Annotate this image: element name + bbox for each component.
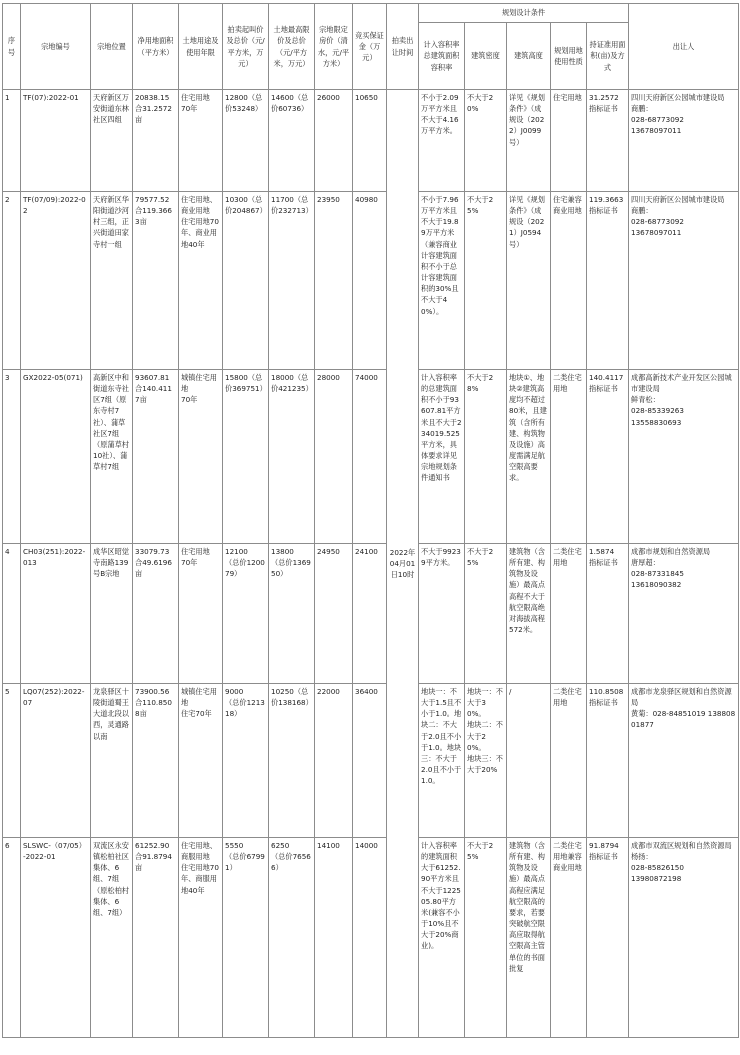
cell-density: 不大于25% <box>465 192 507 370</box>
cell-area: 73900.56 合110.8508亩 <box>133 684 179 838</box>
header-planning: 规划设计条件 <box>419 4 629 23</box>
cell-house-price: 23950 <box>315 192 353 370</box>
cell-code: GX2022-05(071) <box>21 370 91 544</box>
cell-seq: 3 <box>3 370 21 544</box>
header-cert: 持证准用面积(亩)及方式 <box>587 23 629 90</box>
cell-use: 住宅用地、商服用地 住宅用地70年、商服用地40年 <box>179 838 223 1038</box>
cell-auction-time: 2022年04月01日10时 <box>387 90 419 1038</box>
cell-cert: 110.8508 指标证书 <box>587 684 629 838</box>
cell-plan-use: 二类住宅用地 <box>551 370 587 544</box>
table-row <box>3 90 739 192</box>
cell-density: 不大于25% <box>465 544 507 684</box>
cell-density: 不大于20% <box>465 90 507 192</box>
cell-cert: 140.4117 指标证书 <box>587 370 629 544</box>
cell-house-price: 24950 <box>315 544 353 684</box>
cell-seller: 成都市规划和自然资源局 唐厚超： 028-87331845 13618090382 <box>629 544 739 684</box>
table-row <box>3 192 739 370</box>
header-location: 宗地位置 <box>91 4 133 90</box>
cell-house-price: 28000 <box>315 370 353 544</box>
cell-seq: 6 <box>3 838 21 1038</box>
cell-location: 天府新区万安街道东林社区四组 <box>91 90 133 192</box>
cell-far: 不小于2.09万平方米且不大于4.16万平方米。 <box>419 90 465 192</box>
cell-use: 住宅用地 70年 <box>179 90 223 192</box>
cell-area: 61252.90 合91.8794亩 <box>133 838 179 1038</box>
cell-area: 20838.15 合31.2572亩 <box>133 90 179 192</box>
cell-house-price: 14100 <box>315 838 353 1038</box>
cell-seq: 5 <box>3 684 21 838</box>
cell-height: 详见《规划条件》（成规设（2021）J0594号） <box>507 192 551 370</box>
cell-plan-use: 二类住宅用地 <box>551 544 587 684</box>
table-row <box>3 684 739 838</box>
header-code: 宗地编号 <box>21 4 91 90</box>
cell-start-price: 12800（总价53248） <box>223 90 269 192</box>
header-density: 建筑密度 <box>465 23 507 90</box>
cell-location: 天府新区华阳街道沙河村三组，正兴街道田家寺村一组 <box>91 192 133 370</box>
cell-start-price: 5550 （总价67991） <box>223 838 269 1038</box>
cell-code: CH03(251):2022-013 <box>21 544 91 684</box>
cell-seq: 4 <box>3 544 21 684</box>
cell-far: 地块一：不大于1.5且不小于1.0。地块二：不大于2.0且不小于1.0。地块三：不大于2.0且不小于1.0。 <box>419 684 465 838</box>
cell-deposit: 10650 <box>353 90 387 192</box>
header-plan-use: 规划用地使用性质 <box>551 23 587 90</box>
cell-height: / <box>507 684 551 838</box>
cell-use: 城镇住宅用地 住宅70年 <box>179 684 223 838</box>
cell-code: LQ07(252):2022-07 <box>21 684 91 838</box>
cell-code: TF(07):2022-01 <box>21 90 91 192</box>
cell-seq: 1 <box>3 90 21 192</box>
cell-max-price: 18000（总价421235） <box>269 370 315 544</box>
cell-area: 79577.52 合119.3663亩 <box>133 192 179 370</box>
cell-height: 地块①、地块②建筑高度均不超过80米，且建筑（含所有建、构筑物及设施）高度需满足航空限高要求。 <box>507 370 551 544</box>
cell-height: 建筑物（含所有建、构筑物及设施）最高点高程应满足航空限高的要求，若要突破航空限高应取得航空限高主管单位的书面批复 <box>507 838 551 1038</box>
cell-plan-use: 二类住宅用地兼容商业用地 <box>551 838 587 1038</box>
cell-seller: 成都高新技术产业开发区公园城市建设局 鲜青松： 028-85339263 13558830693 <box>629 370 739 544</box>
cell-location: 龙泉驿区十陵街道蜀王大道北段以西，灵通路以南 <box>91 684 133 838</box>
cell-start-price: 9000 （总价121318） <box>223 684 269 838</box>
cell-max-price: 6250 （总价76566） <box>269 838 315 1038</box>
header-house-price: 宗地限定房价（清水，元/平方米） <box>315 4 353 90</box>
cell-seller: 四川天府新区公园城市建设局 商鹏： 028-68773092 13678097011 <box>629 90 739 192</box>
cell-cert: 31.2572 指标证书 <box>587 90 629 192</box>
header-height: 建筑高度 <box>507 23 551 90</box>
table-row <box>3 370 739 544</box>
cell-cert: 91.8794 指标证书 <box>587 838 629 1038</box>
cell-plan-use: 住宅用地 <box>551 90 587 192</box>
header-row-1 <box>3 4 739 23</box>
cell-far: 不大于99239平方米。 <box>419 544 465 684</box>
header-far: 计入容积率总建筑面积容积率 <box>419 23 465 90</box>
cell-far: 计入容积率的建筑面积大于61252.90平方米且不大于122505.80平方米(兼容不小于10%且不大于20%商业)。 <box>419 838 465 1038</box>
cell-house-price: 22000 <box>315 684 353 838</box>
cell-density: 不大于25% <box>465 838 507 1038</box>
cell-seller: 四川天府新区公园城市建设局 商鹏： 028-68773092 13678097011 <box>629 192 739 370</box>
cell-seller: 成都市双流区规划和自然资源局 杨扬： 028-85826150 13980872198 <box>629 838 739 1038</box>
cell-max-price: 10250（总价138168） <box>269 684 315 838</box>
header-area: 净用地面积（平方米） <box>133 4 179 90</box>
cell-max-price: 11700（总价232713） <box>269 192 315 370</box>
cell-area: 93607.81 合140.4117亩 <box>133 370 179 544</box>
cell-location: 高新区中和街道东寺社区7组（原东寺村7社）、蒲草社区7组（原蒲草村10社）、蒲草村7组 <box>91 370 133 544</box>
cell-max-price: 13800 （总价136950） <box>269 544 315 684</box>
header-seq: 序号 <box>3 4 21 90</box>
cell-location: 双流区永安镇松柏社区集体、6组、7组（原松柏村集体、6组、7组） <box>91 838 133 1038</box>
table-row <box>3 838 739 1038</box>
cell-start-price: 12100 （总价120079） <box>223 544 269 684</box>
cell-plan-use: 二类住宅用地 <box>551 684 587 838</box>
cell-location: 成华区昭觉寺南路139号B宗地 <box>91 544 133 684</box>
cell-deposit: 40980 <box>353 192 387 370</box>
header-start-price: 拍卖起叫价及总价（元/平方米，万元） <box>223 4 269 90</box>
cell-deposit: 14000 <box>353 838 387 1038</box>
cell-far: 不小于7.96万平方米且不大于19.89万平方米（兼容商业计容建筑面积不小于总计容建筑面积的30%且不大于40%）。 <box>419 192 465 370</box>
cell-density: 不大于28% <box>465 370 507 544</box>
land-auction-table <box>2 3 739 1038</box>
cell-max-price: 14600（总价60736） <box>269 90 315 192</box>
cell-cert: 1.5874 指标证书 <box>587 544 629 684</box>
cell-use: 住宅用地 70年 <box>179 544 223 684</box>
cell-seq: 2 <box>3 192 21 370</box>
cell-deposit: 36400 <box>353 684 387 838</box>
cell-plan-use: 住宅兼容商业用地 <box>551 192 587 370</box>
cell-use: 住宅用地、商业用地 住宅用地70年、商业用地40年 <box>179 192 223 370</box>
cell-code: SLSWC-（07/05）-2022-01 <box>21 838 91 1038</box>
cell-start-price: 15800（总价369751） <box>223 370 269 544</box>
cell-area: 33079.73 合49.6196亩 <box>133 544 179 684</box>
header-seller: 出让人 <box>629 4 739 90</box>
cell-seller: 成都市龙泉驿区规划和自然资源局 黄菊：028-84851019 13880801877 <box>629 684 739 838</box>
header-deposit: 竞买保证金（万元） <box>353 4 387 90</box>
cell-start-price: 10300（总价204867） <box>223 192 269 370</box>
header-use: 土地用途及使用年限 <box>179 4 223 90</box>
cell-deposit: 24100 <box>353 544 387 684</box>
cell-code: TF(07/09):2022-02 <box>21 192 91 370</box>
cell-height: 详见《规划条件》（成规设（2022）J0099号） <box>507 90 551 192</box>
table-row <box>3 544 739 684</box>
header-auction-time: 拍卖出让时间 <box>387 4 419 90</box>
cell-use: 城镇住宅用地 70年 <box>179 370 223 544</box>
cell-height: 建筑物（含所有建、构筑物及设施）最高点高程不大于航空限高绝对海拔高程572米。 <box>507 544 551 684</box>
cell-density: 地块一：不大于30%。 地块二：不大于20%。 地块三：不大于20% <box>465 684 507 838</box>
cell-cert: 119.3663 指标证书 <box>587 192 629 370</box>
cell-deposit: 74000 <box>353 370 387 544</box>
header-max-price: 土地最高限价及总价（元/平方米，万元） <box>269 4 315 90</box>
cell-house-price: 26000 <box>315 90 353 192</box>
cell-far: 计入容积率的总建筑面积不小于93607.81平方米且不大于234019.525平方米，具体要求详见宗地规划条件通知书 <box>419 370 465 544</box>
